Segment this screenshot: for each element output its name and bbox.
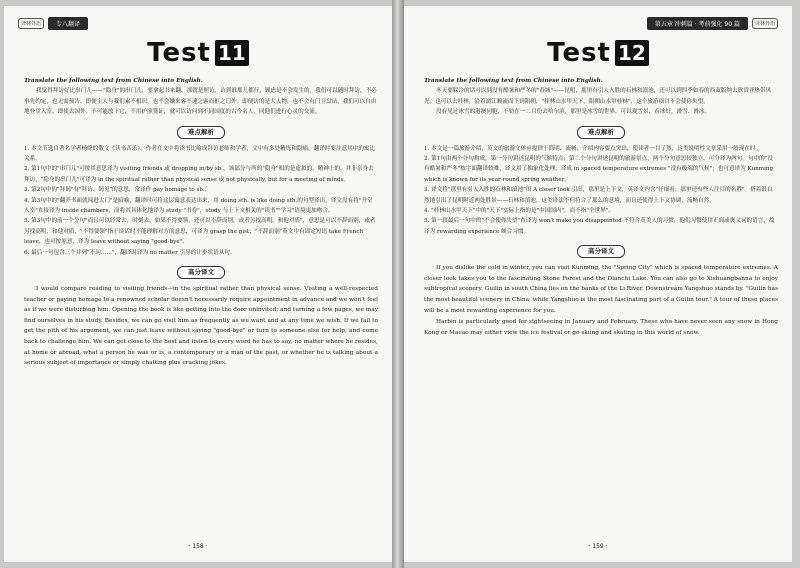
test-title-word: Test bbox=[547, 38, 611, 68]
note-item: 4. "桂林山水甲天下"中的"天下"实际上指的是"中国国内"，而不指"全世界"。 bbox=[424, 208, 614, 215]
test-title bbox=[4, 38, 392, 68]
difficulty-heading-label: 难点解析 bbox=[577, 126, 625, 139]
translation-section-heading bbox=[24, 266, 378, 279]
publisher-logo: 译林外语 bbox=[18, 18, 44, 29]
note-item: 1. 本文是一篇旅游介绍，英文的旅游文体应提供于简明、流畅，介绍内容要点突出，使读者一目了然，这类说明性文章采用一般现在时。 bbox=[424, 145, 762, 152]
note-item: 4. 第3句中的"翻开书面就闯进大门"是暗喻，翻译时可将这层寓意表达出来，用 doing sth. is like doing sth.的句型译出，译文没有将"升堂入室"直接译为 inside chambers，而将其具体化地译为 study "书券"，study 与上下文相关的"读书""学习"语境更加吻合。 bbox=[24, 197, 373, 215]
test-number-badge: 12 bbox=[615, 40, 649, 66]
page-number: · 159 · bbox=[588, 543, 608, 550]
note-item: 6. 最后一句包含三个并列"不问……"，翻译时译为 no matter 引导的让步状语从句。 bbox=[24, 249, 236, 256]
test-title-word: Test bbox=[147, 38, 211, 68]
note-item: 5. 第3句中的前一个分句"而且可以经常去，时刻去，如果不得要领，还可以不辞而别，或者另找高明，和他对质"，意思是可以不辞而别，或者另找高明，和他对质，"不得要领"指于谈话时不能理解对方的意思，可译为 grasp the gist；"不辞而别"英文中有固定短语 take French leave，也可按原意，译为 leave without saying "good-bye"。 bbox=[24, 218, 376, 246]
english-translation: I would compare reading to visiting friends—in the spiritual rather than physical sense. Visiting a well-respected teacher or paying homage to a renowned scholar doesn't necessarily require appointment in advance and we won't feel as if we were disturbing him. Opening the book is like getting into the door uninvited; and turning a few pages, we may find ourselves in his study. Besides, we can go visit him as frequently as we want and at any time we wish. If we fail to get the pith of his argument, we can just leave without saying "good-bye" or turn to someone else for help, and come back to challenge him. We can get close to the host and listen to every word he has to say, no matter where he resides, at home or abroad, what a person he was or is, a contemporary or a man of the past, or whether he is talking about a serious subject of importance or simply chatting plus cracking jokes. bbox=[24, 286, 378, 367]
note-item: 2. 第1句由两个分句构成，第一分句讲述昆明的气候特点；第二个分句讲述昆明的旅游景点，两个分句意思较独立，可分译为两句。句中的"没有酷暑和严冬"按字面翻译较难，译文用了抽象化处理，译成 in spaced temperature extremes "没有极端的气候"；也可意译为 Kunming which is known for its year-round spring weather。 bbox=[424, 156, 774, 183]
difficulty-heading-label: 难点解析 bbox=[177, 126, 225, 139]
source-text-2: 没有见过冰雪的港澳同胞，不妨在一二月份去哈尔滨，那里是冰雪的世界，可以观雪景、看冰灯，滑雪、滑冰。 bbox=[436, 109, 711, 116]
right-header bbox=[647, 16, 778, 30]
chapter-band: 第五章 冲刺篇 · 考前强化 90 篇 bbox=[647, 17, 748, 30]
note-item: 3. 译文将"那里有引人入胜的石林和滇池"用 A closer look 引出，那里是上下文，英译文内含"仔细看，那里还有些人注目的名胜"。搭着很自然地引出了昆明附近两处胜景——石林和滇池。这类译法不但符合了那么的意境，而且还使得上下文协调，流畅自然。 bbox=[424, 187, 773, 204]
left-content bbox=[24, 76, 378, 370]
english-translation-2: Harbin is particularly good for sightseeing in January and February. Those who have never seen any snow in Hong Kong or Macao may either view the ice festival or go skiing and skating in this world of snow. bbox=[424, 319, 778, 336]
right-content bbox=[424, 76, 778, 339]
page-number: · 158 · bbox=[188, 543, 208, 550]
note-item: 2. 第1句中的"串门儿"可按其意思译为 visiting friends 或 dropping in/by sb.。该部分与所的"隐身"相的是虚拟的、精神上的，并非亲身去拜访，"隐身的串门儿"可译为 in the spiritual rather than physical sense 或 not physically, but for a meeting of minds。 bbox=[24, 166, 374, 183]
translation-section-heading bbox=[424, 245, 778, 258]
left-header bbox=[18, 16, 88, 30]
note-item: 3. 第2句中的"拜谒"有"拜访、谒见"的意思，常译作 pay homage to sb.。 bbox=[24, 187, 211, 194]
note-item: 1. 本文节选自著名学者杨绛的散文《读书苦乐》。作者在文中将读书比喻成拜访老师和学者，文中有多处精炼和隐喻，翻译时要注意其中的寓比关系。 bbox=[24, 145, 376, 163]
difficulty-section-heading bbox=[424, 126, 778, 139]
right-page bbox=[404, 6, 792, 562]
test-title bbox=[404, 38, 792, 68]
instruction-line: Translate the following text from Chinese into English. bbox=[424, 78, 603, 84]
chapter-band: 专八翻译 bbox=[48, 17, 88, 30]
source-text: 我觉得拜访好比串门儿——"隐身"的串门儿，要拿起书来翻，那就是照访，访到谁那儿都行，顾虑是不会发生的，我们可以随时拜访，不必事先约定，也无需预告。即便主人与我们素不相识，也不会嫌来客不速之客而拒之门外；即便访的是大人物，也不会有门卫盘诘，我们可以自由地登堂入室。即使去国外，不可能放下它，不用护照签证，就可以访问到不同国度的古今名人，同他们进行心灵的交流。 bbox=[24, 88, 377, 116]
test-number-badge: 11 bbox=[215, 40, 249, 66]
translation-heading-label: 高分译文 bbox=[577, 245, 625, 258]
difficulty-section-heading bbox=[24, 126, 378, 139]
english-translation: If you dislike the cold in winter, you can visit Kunming, the "Spring City" which is spaced temperature extremes. A closer look takes you to the fascinating Stone Forest and the Dianchi Lake. You can also go to Xishuangbanna to enjoy subtropical scenery. Guilin in south China lies on the banks of the Li River. Downstream Yangshuo stands by. "Guilin has the most beautiful scenery in China, while Yangshuo is the most fascinating part of a Guilin tour." A tour of these places will be a most rewarding experience for you. bbox=[424, 265, 778, 314]
publisher-logo: 译林外语 bbox=[752, 18, 778, 29]
translation-heading-label: 高分译文 bbox=[177, 266, 225, 279]
book-gutter bbox=[392, 0, 404, 568]
note-item: 5. 第一段最后一句中的"不会使你失望"直译为 won't make you disappointed 不符合英美人的习惯，他们习惯使用正面或褒义词的语言，故译为 rewarding experience 颇合习惯。 bbox=[424, 218, 775, 235]
instruction-line: Translate the following text from Chinese into English. bbox=[24, 78, 203, 84]
left-page bbox=[4, 6, 392, 562]
source-text: 冬天要躲冷的话可以到没有酷暑和严冬的"春城"——昆明，那里有引人入胜的石林和滇池，还可以到四季如春的西双版纳去欣赏亚热带风光。也可以去桂林，沿着漓江顺流而下到阳朔，"桂林山水甲天下，阳朔山水甲桂林"，这个旅游项目不会使你失望。 bbox=[424, 88, 772, 105]
